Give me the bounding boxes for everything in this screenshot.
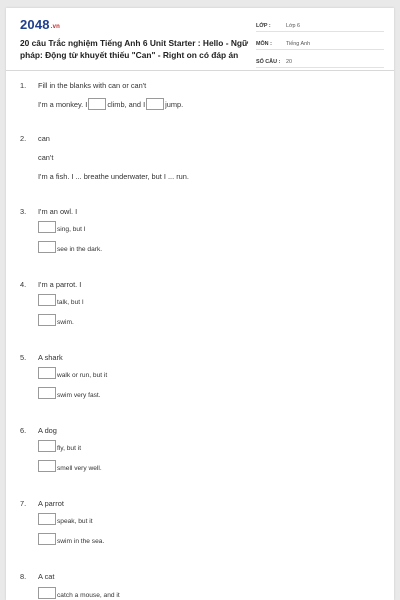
question-number: 4. bbox=[20, 280, 27, 289]
question-number: 5. bbox=[20, 353, 27, 362]
question-number: 2. bbox=[20, 134, 27, 143]
answer-blank-input[interactable] bbox=[38, 533, 56, 545]
answer-row bbox=[38, 533, 104, 545]
meta-class-value: Lớp 6 bbox=[286, 23, 301, 29]
meta-subject-value: Tiếng Anh bbox=[286, 41, 311, 47]
question-line: I'm a fish. I ... breathe underwater, but I ... run. bbox=[38, 172, 189, 181]
answer-blank-input[interactable] bbox=[38, 587, 56, 599]
meta-count-value: 20 bbox=[286, 59, 292, 65]
question-text: can bbox=[38, 134, 50, 143]
answer-row bbox=[38, 513, 93, 525]
worksheet-page bbox=[6, 8, 394, 600]
question-text: A shark bbox=[38, 353, 63, 362]
answer-blank-input[interactable] bbox=[38, 367, 56, 379]
answer-blank-input[interactable] bbox=[146, 98, 164, 110]
meta-count-row bbox=[256, 54, 384, 68]
fill-line-text: climb, and I bbox=[107, 99, 146, 109]
site-logo[interactable] bbox=[20, 17, 60, 32]
answer-row bbox=[38, 440, 81, 452]
answer-blank-input[interactable] bbox=[38, 460, 56, 472]
answer-blank-input[interactable] bbox=[38, 314, 56, 326]
answer-row bbox=[38, 314, 74, 326]
answer-row-text: swim. bbox=[57, 319, 74, 326]
answer-blank-input[interactable] bbox=[38, 221, 56, 233]
worksheet-header bbox=[6, 8, 394, 71]
answer-row bbox=[38, 241, 102, 253]
answer-row bbox=[38, 387, 101, 399]
question-text: Fill in the blanks with can or can't bbox=[38, 81, 147, 90]
question-number: 3. bbox=[20, 207, 27, 216]
question-number: 6. bbox=[20, 426, 27, 435]
meta-class-label: LỚP : bbox=[256, 23, 271, 29]
answer-row-text: swim in the sea. bbox=[57, 538, 105, 545]
answer-blank-input[interactable] bbox=[38, 387, 56, 399]
question-text: I'm a parrot. I bbox=[38, 280, 82, 289]
question-text: I'm an owl. I bbox=[38, 207, 78, 216]
answer-row-text: speak, but it bbox=[57, 518, 93, 525]
question-text: A cat bbox=[38, 572, 55, 581]
answer-blank-input[interactable] bbox=[38, 440, 56, 452]
answer-row bbox=[38, 294, 84, 306]
meta-subject-label: MÔN : bbox=[256, 41, 272, 47]
answer-blank-input[interactable] bbox=[88, 98, 106, 110]
answer-row-text: talk, but I bbox=[57, 299, 84, 306]
fill-line-text: I'm a monkey. I bbox=[38, 99, 88, 109]
answer-row-text: swim very fast. bbox=[57, 392, 101, 399]
answer-row bbox=[38, 367, 107, 379]
answer-row-text: see in the dark. bbox=[57, 246, 103, 253]
question-text: A parrot bbox=[38, 499, 64, 508]
meta-class-row bbox=[256, 18, 384, 32]
answer-row-text: walk or run, but it bbox=[57, 372, 108, 379]
answer-row bbox=[38, 221, 86, 233]
answer-blank-input[interactable] bbox=[38, 241, 56, 253]
fill-line-text: jump. bbox=[165, 99, 184, 109]
question-number: 8. bbox=[20, 572, 27, 581]
answer-row bbox=[38, 460, 102, 472]
meta-count-label: SỐ CÂU : bbox=[256, 59, 281, 65]
meta-subject-row bbox=[256, 36, 384, 50]
answer-row-text: smell very well. bbox=[57, 465, 102, 472]
answer-row-text: sing, but I bbox=[57, 226, 86, 233]
answer-blank-input[interactable] bbox=[38, 294, 56, 306]
worksheet-title: 20 câu Trắc nghiệm Tiếng Anh 6 Unit Starter : Hello - Ngữ pháp: Động từ khuyết thiếu "Can" - Right on có đáp án bbox=[20, 38, 249, 60]
answer-row-text: fly, but it bbox=[57, 445, 82, 452]
logo-suffix-text: .vn bbox=[50, 24, 61, 30]
answer-blank-input[interactable] bbox=[38, 513, 56, 525]
answer-row bbox=[38, 587, 120, 599]
fill-line bbox=[38, 98, 183, 110]
question-text: A dog bbox=[38, 426, 57, 435]
worksheet-meta bbox=[256, 18, 384, 72]
question-line: can't bbox=[38, 153, 54, 162]
logo-main-text: 2048 bbox=[20, 17, 50, 32]
question-number: 1. bbox=[20, 81, 27, 90]
question-number: 7. bbox=[20, 499, 27, 508]
answer-row-text: catch a mouse, and it bbox=[57, 592, 120, 599]
